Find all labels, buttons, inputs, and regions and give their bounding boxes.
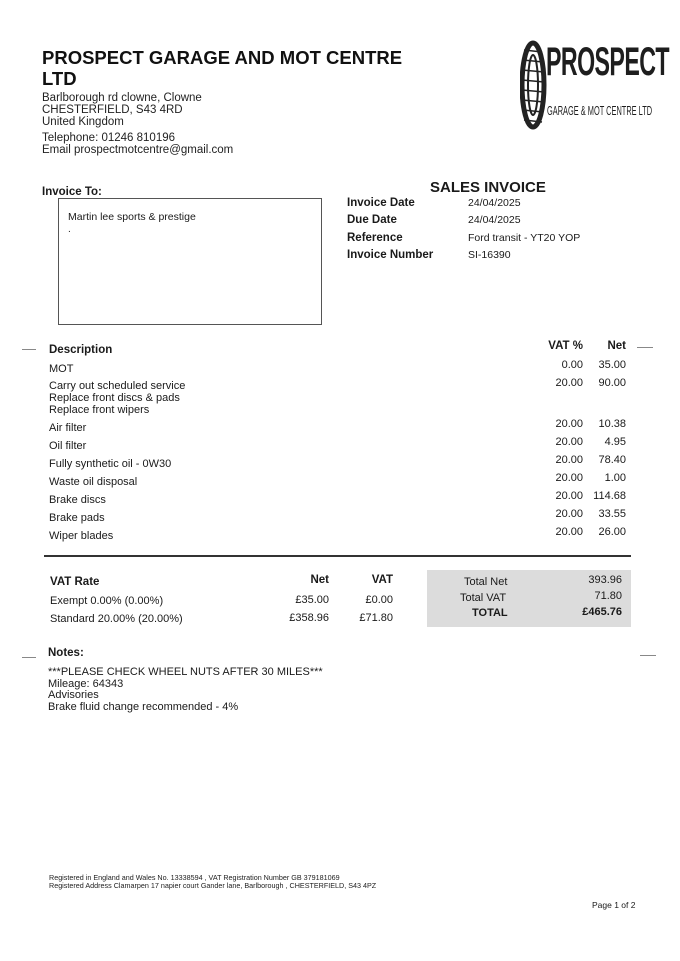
item-description: Brake pads [49, 512, 105, 524]
total-value: £465.76 [582, 606, 622, 618]
item-description: Waste oil disposal [49, 476, 138, 488]
company-telephone: Telephone: 01246 810196 [42, 132, 176, 144]
margin-tick [637, 347, 653, 348]
footer-registration: Registered in England and Wales No. 13338594 , VAT Registration Number GB 379181069 [49, 873, 340, 882]
item-vat: 20.00 [555, 472, 583, 484]
vat-rate-standard-net: £358.96 [289, 612, 329, 624]
item-vat: 20.00 [555, 454, 583, 466]
logo-subtitle: GARAGE & MOT CENTRE LTD [547, 103, 653, 118]
logo-wordmark: PROSPECT [546, 40, 669, 84]
item-description: Oil filter [49, 440, 87, 452]
due-date-value: 24/04/2025 [468, 214, 521, 226]
company-address-line-3: United Kingdom [42, 116, 124, 128]
invoice-to-name: Martin lee sports & prestige [68, 211, 196, 223]
item-net: 90.00 [598, 377, 626, 389]
reference-label: Reference [347, 232, 403, 244]
item-description: Replace front discs & pads [49, 392, 180, 404]
item-description: Replace front wipers [49, 404, 150, 416]
item-vat: 20.00 [555, 526, 583, 538]
company-address-line-2: CHESTERFIELD, S43 4RD [42, 104, 183, 116]
company-address-line-1: Barlborough rd clowne, Clowne [42, 92, 202, 104]
note-line: ***PLEASE CHECK WHEEL NUTS AFTER 30 MILES*** [48, 666, 323, 678]
total-label: TOTAL [472, 607, 508, 619]
margin-tick [22, 349, 36, 350]
page-number: Page 1 of 2 [592, 900, 636, 910]
item-description: Air filter [49, 422, 87, 434]
item-vat: 0.00 [561, 359, 583, 371]
item-net: 78.40 [598, 454, 626, 466]
net-header: Net [607, 340, 626, 352]
vat-rate-header: VAT Rate [50, 576, 100, 588]
item-net: 1.00 [604, 472, 626, 484]
description-header: Description [49, 344, 113, 356]
item-description: Fully synthetic oil - 0W30 [49, 458, 172, 470]
reference-value: Ford transit - YT20 YOP [468, 232, 581, 244]
item-vat: 20.00 [555, 436, 583, 448]
item-description: Wiper blades [49, 530, 114, 542]
invoice-number-value: SI-16390 [468, 249, 511, 261]
invoice-to-extra: . [68, 224, 71, 235]
margin-tick [640, 655, 656, 656]
footer-address: Registered Address Clamarpen 17 napier court Gander lane, Barlborough , CHESTERFIELD, S43 4PZ [49, 881, 377, 890]
invoice-date-value: 24/04/2025 [468, 197, 521, 209]
item-net: 35.00 [598, 359, 626, 371]
invoice-date-label: Invoice Date [347, 197, 415, 209]
item-vat: 20.00 [555, 490, 583, 502]
total-vat-value: 71.80 [594, 590, 622, 602]
item-net: 33.55 [598, 508, 626, 520]
item-vat: 20.00 [555, 508, 583, 520]
total-vat-label: Total VAT [460, 592, 507, 604]
total-net-value: 393.96 [588, 574, 622, 586]
vat-rate-exempt-net: £35.00 [295, 594, 329, 606]
vat-percent-header: VAT % [548, 340, 583, 352]
table-divider [44, 555, 631, 557]
item-net: 4.95 [604, 436, 626, 448]
item-vat: 20.00 [555, 418, 583, 430]
due-date-label: Due Date [347, 214, 397, 226]
vat-rate-standard: Standard 20.00% (20.00%) [50, 613, 183, 625]
item-description: Brake discs [49, 494, 106, 506]
item-net: 10.38 [598, 418, 626, 430]
note-line: Advisories [48, 689, 99, 701]
vat-rate-exempt: Exempt 0.00% (0.00%) [50, 595, 164, 607]
vat-rate-standard-vat: £71.80 [359, 612, 393, 624]
total-net-label: Total Net [464, 576, 508, 588]
item-net: 114.68 [593, 490, 626, 502]
margin-tick [22, 657, 36, 658]
note-line: Mileage: 64343 [48, 678, 124, 690]
company-email: Email prospectmotcentre@gmail.com [42, 144, 234, 156]
item-description: MOT [49, 363, 74, 375]
invoice-number-label: Invoice Number [347, 249, 434, 261]
item-vat: 20.00 [555, 377, 583, 389]
summary-net-header: Net [310, 574, 329, 586]
note-line: Brake fluid change recommended - 4% [48, 701, 239, 713]
company-name: PROSPECT GARAGE AND MOT CENTRE LTD [42, 47, 403, 89]
invoice-to-label: Invoice To: [42, 186, 102, 198]
summary-vat-header: VAT [371, 574, 393, 586]
item-description: Carry out scheduled service [49, 380, 186, 392]
sales-invoice-title: SALES INVOICE [430, 179, 546, 196]
vat-rate-exempt-vat: £0.00 [365, 594, 393, 606]
item-net: 26.00 [598, 526, 626, 538]
notes-label: Notes: [48, 647, 84, 659]
